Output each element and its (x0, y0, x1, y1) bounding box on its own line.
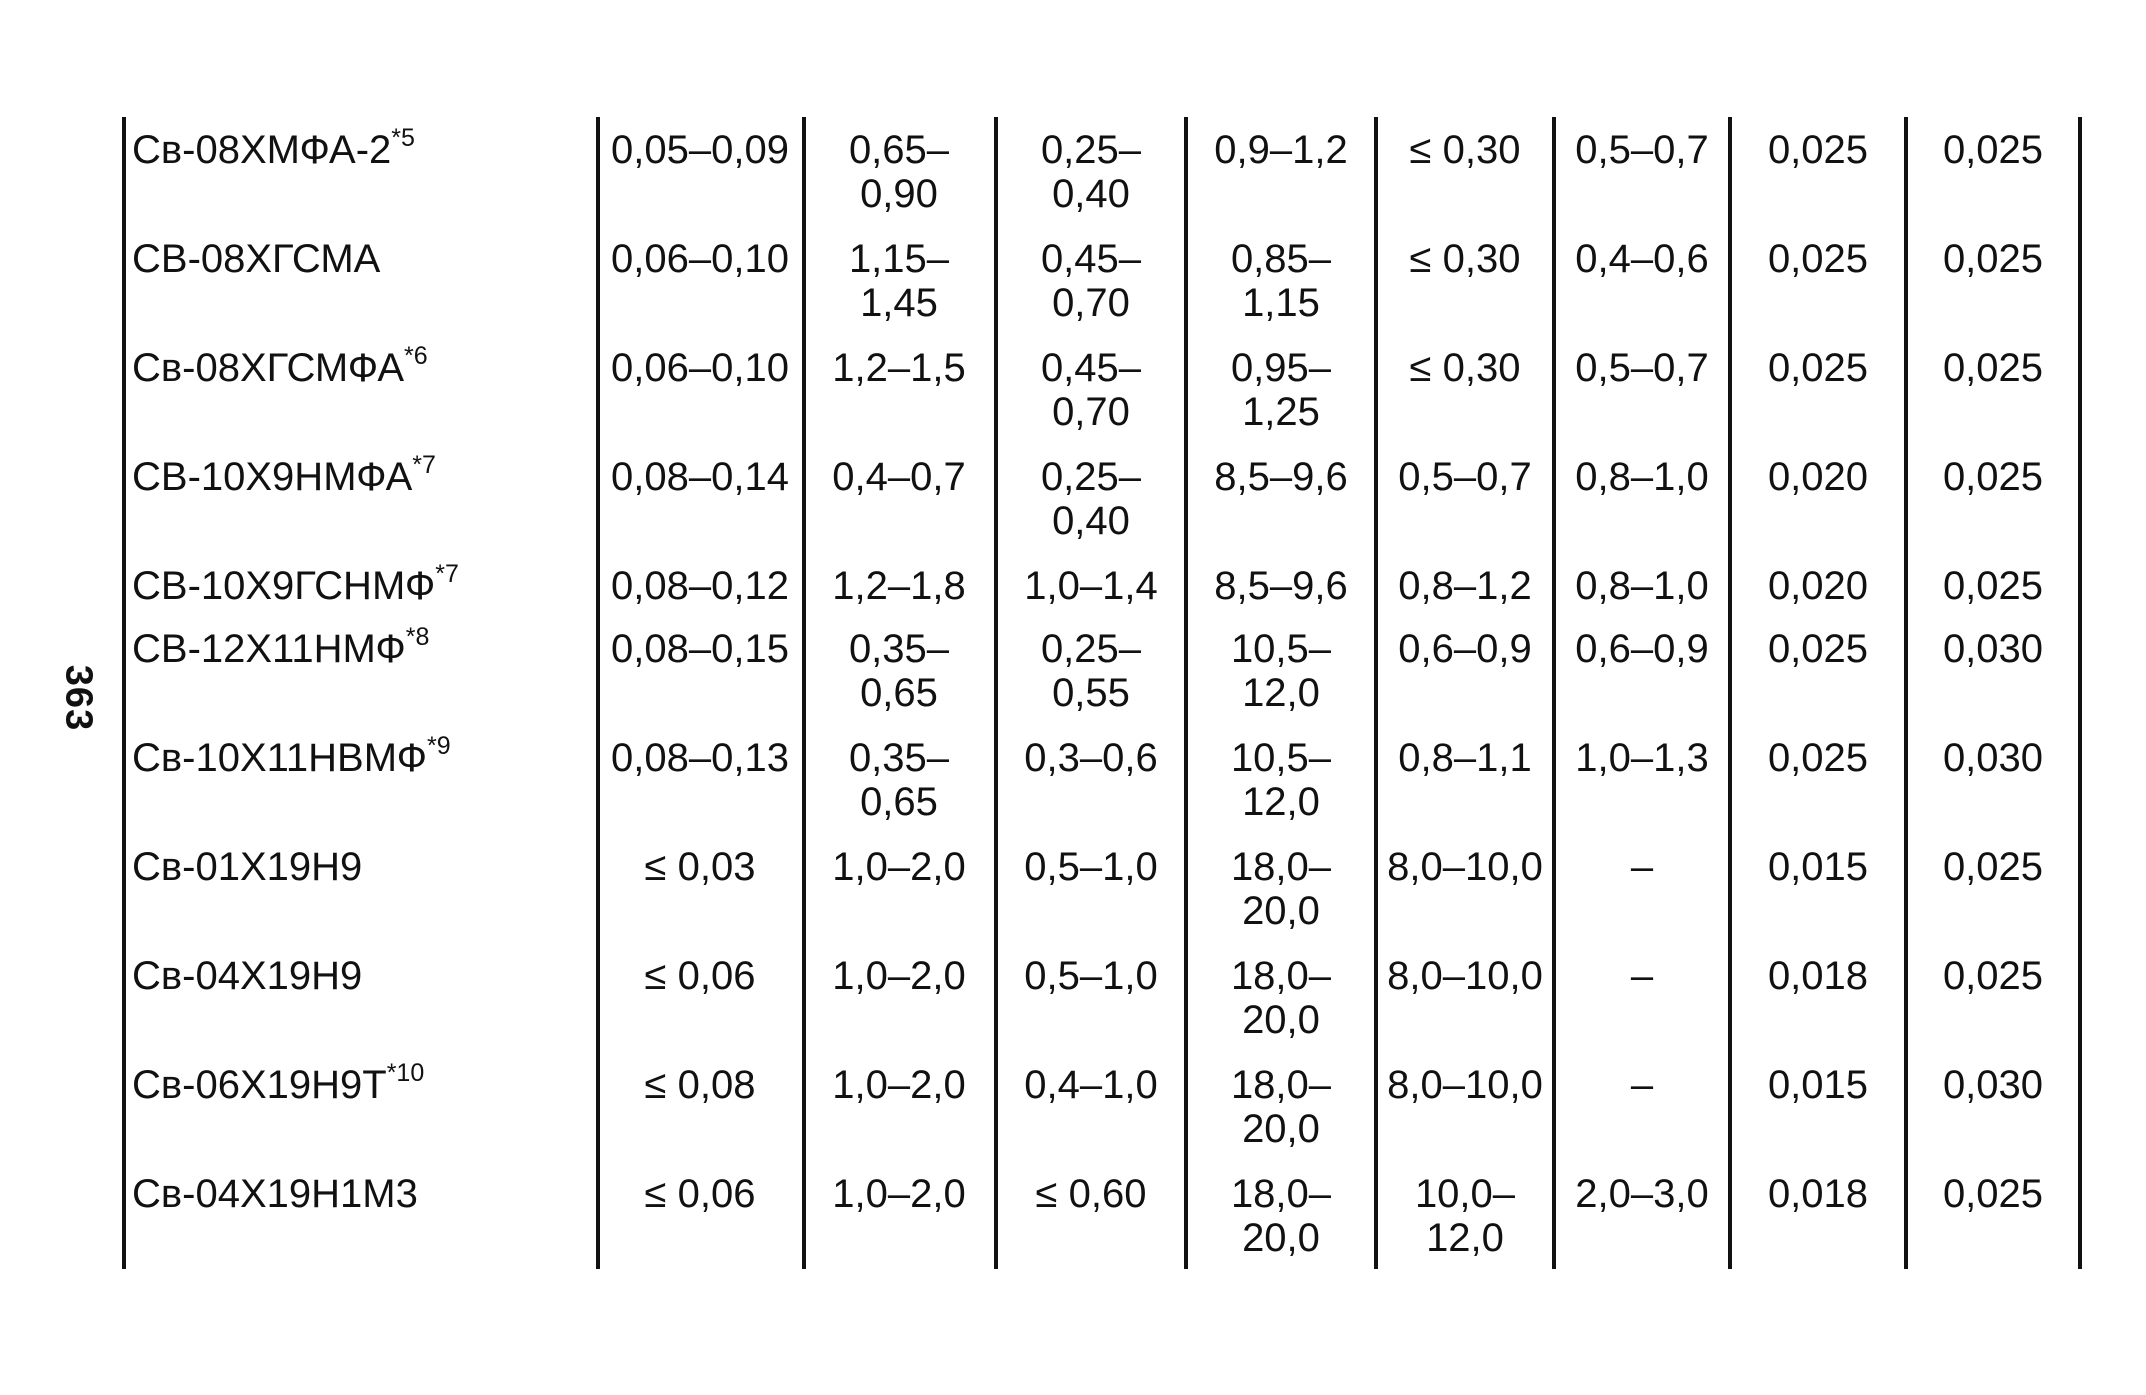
table-row (0, 341, 2146, 456)
grade-name: Св-08ХГСМФА (132, 346, 405, 390)
footnote-mark: *8 (405, 622, 430, 651)
value-cell-3: 0,45– 0,70 (1040, 346, 1142, 434)
grade-cell (132, 341, 428, 390)
value-cell-8: 0,025 (1942, 455, 2044, 499)
value-cell-8: 0,025 (1942, 564, 2044, 608)
value-cell-2: 1,0–2,0 (832, 1063, 966, 1107)
table-row (0, 731, 2146, 846)
value-cell-2: 1,15– 1,45 (848, 237, 950, 325)
value-cell-3: ≤ 0,60 (1035, 1172, 1147, 1216)
grade-cell (132, 1172, 418, 1216)
value-cell-6: 0,5–0,7 (1575, 346, 1709, 390)
table-row (0, 123, 2146, 238)
value-cell-3: 0,45– 0,70 (1040, 237, 1142, 325)
value-cell-6: 1,0–1,3 (1575, 736, 1709, 780)
grade-name: Св-04Х19Н1М3 (132, 1172, 418, 1216)
value-cell-2: 0,35– 0,65 (848, 627, 950, 715)
value-cell-6: – (1630, 845, 1654, 889)
value-cell-6: – (1630, 954, 1654, 998)
footnote-mark: *6 (404, 341, 428, 370)
value-cell-1: ≤ 0,08 (644, 1063, 756, 1107)
table-row (0, 954, 2146, 1064)
table-row (0, 450, 2146, 565)
grade-cell (132, 237, 380, 281)
value-cell-3: 0,25– 0,55 (1040, 627, 1142, 715)
grade-cell (132, 954, 362, 998)
value-cell-8: 0,030 (1942, 627, 2044, 671)
value-cell-5: ≤ 0,30 (1409, 237, 1521, 281)
value-cell-1: 0,08–0,12 (611, 564, 789, 608)
value-cell-7: 0,025 (1767, 627, 1869, 671)
value-cell-1: 0,05–0,09 (611, 128, 789, 172)
value-cell-7: 0,025 (1767, 237, 1869, 281)
value-cell-8: 0,025 (1942, 128, 2044, 172)
value-cell-1: 0,06–0,10 (611, 346, 789, 390)
value-cell-6: 0,4–0,6 (1575, 237, 1709, 281)
footnote-mark: *5 (391, 123, 415, 152)
value-cell-8: 0,025 (1942, 954, 2044, 998)
value-cell-1: ≤ 0,06 (644, 954, 756, 998)
grade-cell (132, 450, 436, 499)
value-cell-7: 0,018 (1767, 1172, 1869, 1216)
value-cell-5: 0,8–1,1 (1398, 736, 1532, 780)
value-cell-8: 0,025 (1942, 346, 2044, 390)
value-cell-4: 18,0– 20,0 (1230, 1172, 1332, 1260)
grade-cell (132, 123, 415, 172)
grade-name: СВ-10Х9ГСНМФ (132, 564, 436, 608)
value-cell-8: 0,030 (1942, 736, 2044, 780)
value-cell-2: 1,0–2,0 (832, 954, 966, 998)
value-cell-7: 0,015 (1767, 845, 1869, 889)
value-cell-2: 1,2–1,8 (832, 564, 966, 608)
value-cell-4: 10,5– 12,0 (1230, 627, 1332, 715)
value-cell-5: 10,0– 12,0 (1414, 1172, 1516, 1260)
grade-name: Св-06Х19Н9Т (132, 1063, 387, 1107)
value-cell-1: ≤ 0,03 (644, 845, 756, 889)
grade-name: СВ-10Х9НМФА (132, 455, 413, 499)
value-cell-3: 1,0–1,4 (1024, 564, 1158, 608)
grade-cell (132, 559, 459, 608)
value-cell-1: 0,08–0,13 (611, 736, 789, 780)
value-cell-4: 18,0– 20,0 (1230, 954, 1332, 1042)
value-cell-3: 0,3–0,6 (1024, 736, 1158, 780)
value-cell-7: 0,020 (1767, 455, 1869, 499)
page-number: 363 (57, 664, 100, 732)
value-cell-6: 0,6–0,9 (1575, 627, 1709, 671)
value-cell-2: 1,2–1,5 (832, 346, 966, 390)
value-cell-5: 8,0–10,0 (1387, 845, 1543, 889)
footnote-mark: *7 (412, 450, 436, 479)
grade-name: Св-01Х19Н9 (132, 845, 363, 889)
value-cell-5: ≤ 0,30 (1409, 128, 1521, 172)
grade-name: Св-04Х19Н9 (132, 954, 363, 998)
value-cell-4: 8,5–9,6 (1214, 564, 1348, 608)
value-cell-8: 0,025 (1942, 845, 2044, 889)
value-cell-6: 2,0–3,0 (1575, 1172, 1709, 1216)
value-cell-6: 0,5–0,7 (1575, 128, 1709, 172)
table-row (0, 1172, 2146, 1282)
footnote-mark: *7 (435, 559, 459, 588)
table-row (0, 1058, 2146, 1173)
value-cell-4: 0,95– 1,25 (1230, 346, 1332, 434)
value-cell-5: 8,0–10,0 (1387, 954, 1543, 998)
value-cell-2: 0,35– 0,65 (848, 736, 950, 824)
value-cell-1: 0,08–0,14 (611, 455, 789, 499)
value-cell-4: 10,5– 12,0 (1230, 736, 1332, 824)
value-cell-2: 0,65– 0,90 (848, 128, 950, 216)
table-row (0, 622, 2146, 737)
value-cell-1: 0,08–0,15 (611, 627, 789, 671)
grade-cell (132, 845, 362, 889)
table-row (0, 237, 2146, 347)
value-cell-4: 18,0– 20,0 (1230, 1063, 1332, 1151)
footnote-mark: *10 (386, 1058, 425, 1087)
value-cell-8: 0,025 (1942, 237, 2044, 281)
value-cell-1: 0,06–0,10 (611, 237, 789, 281)
grade-name: Св-08ХМФА-2 (132, 128, 392, 172)
footnote-mark: *9 (427, 731, 451, 760)
value-cell-8: 0,025 (1942, 1172, 2044, 1216)
value-cell-4: 0,9–1,2 (1214, 128, 1348, 172)
value-cell-5: ≤ 0,30 (1409, 346, 1521, 390)
value-cell-3: 0,25– 0,40 (1040, 128, 1142, 216)
grade-name: СВ-12Х11НМФ (132, 627, 406, 671)
value-cell-7: 0,025 (1767, 128, 1869, 172)
value-cell-7: 0,015 (1767, 1063, 1869, 1107)
value-cell-3: 0,25– 0,40 (1040, 455, 1142, 543)
value-cell-1: ≤ 0,06 (644, 1172, 756, 1216)
value-cell-7: 0,018 (1767, 954, 1869, 998)
table-row (0, 845, 2146, 955)
value-cell-4: 8,5–9,6 (1214, 455, 1348, 499)
grade-cell (132, 622, 430, 671)
value-cell-2: 1,0–2,0 (832, 1172, 966, 1216)
grade-cell (132, 1058, 425, 1107)
grade-cell (132, 731, 451, 780)
value-cell-6: – (1630, 1063, 1654, 1107)
value-cell-3: 0,5–1,0 (1024, 954, 1158, 998)
value-cell-5: 8,0–10,0 (1387, 1063, 1543, 1107)
value-cell-5: 0,8–1,2 (1398, 564, 1532, 608)
value-cell-3: 0,5–1,0 (1024, 845, 1158, 889)
value-cell-2: 1,0–2,0 (832, 845, 966, 889)
value-cell-4: 0,85– 1,15 (1230, 237, 1332, 325)
value-cell-8: 0,030 (1942, 1063, 2044, 1107)
value-cell-7: 0,025 (1767, 346, 1869, 390)
value-cell-3: 0,4–1,0 (1024, 1063, 1158, 1107)
value-cell-5: 0,5–0,7 (1398, 455, 1532, 499)
value-cell-4: 18,0– 20,0 (1230, 845, 1332, 933)
value-cell-6: 0,8–1,0 (1575, 455, 1709, 499)
grade-name: СВ-08ХГСМА (132, 237, 381, 281)
value-cell-7: 0,025 (1767, 736, 1869, 780)
grade-name: Св-10Х11НВМФ (132, 736, 427, 780)
value-cell-7: 0,020 (1767, 564, 1869, 608)
value-cell-2: 0,4–0,7 (832, 455, 966, 499)
value-cell-6: 0,8–1,0 (1575, 564, 1709, 608)
value-cell-5: 0,6–0,9 (1398, 627, 1532, 671)
